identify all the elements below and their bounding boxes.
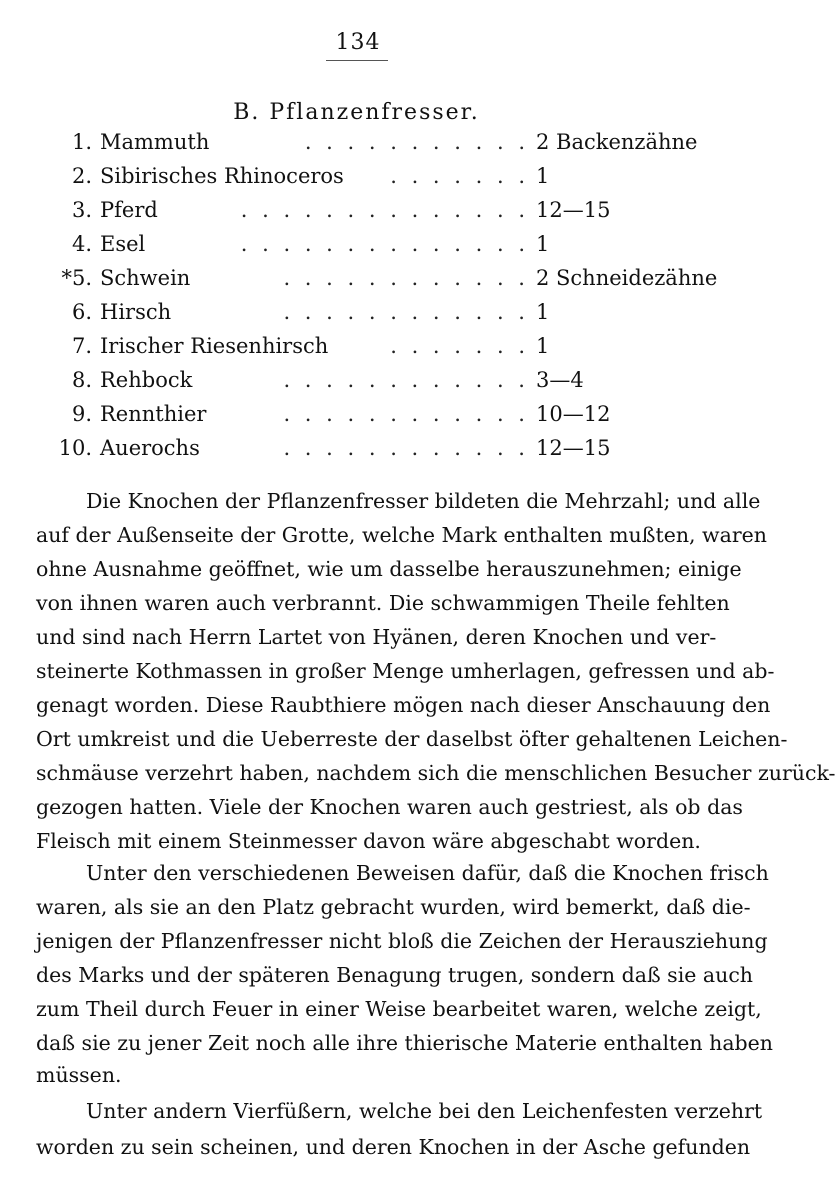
text-line: auf der Außenseite der Grotte, welche Mark enthalten mußten, waren	[36, 523, 767, 547]
text-line: daß sie zu jener Zeit noch alle ihre thierische Materie enthalten haben	[36, 1031, 774, 1055]
text-line: und sind nach Herrn Lartet von Hyänen, deren Knochen und ver-	[36, 625, 717, 649]
dot-leader: . . . . . . . . . . . .	[283, 300, 529, 324]
list-item-name: Sibirisches Rhinoceros	[100, 164, 344, 188]
list-item-name: Rehbock	[100, 368, 193, 392]
list-item-name: Esel	[100, 232, 146, 256]
text-line: worden zu sein scheinen, und deren Knochen in der Asche gefunden	[36, 1135, 751, 1159]
dot-leader: . . . . . . . . . . . .	[283, 402, 529, 426]
list-item-number: 2.	[71, 164, 92, 188]
list-item-number: 10.	[58, 436, 92, 460]
list-item-value: 12—15	[536, 436, 611, 460]
list-item-name: Schwein	[100, 266, 191, 290]
list-item-name: Mammuth	[100, 130, 210, 154]
list-item-value: 2 Schneidezähne	[536, 266, 718, 290]
text-line: von ihnen waren auch verbrannt. Die schwammigen Theile fehlten	[36, 591, 730, 615]
list-item-number: 1.	[71, 130, 92, 154]
list-item-value: 1	[536, 300, 550, 324]
text-line: steinerte Kothmassen in großer Menge umherlagen, gefressen und ab-	[36, 659, 775, 683]
list-item	[44, 330, 694, 363]
list-item-name: Auerochs	[100, 436, 200, 460]
text-line: müssen.	[36, 1063, 122, 1087]
page-number-rule	[326, 60, 388, 61]
list-item-name: Rennthier	[100, 402, 207, 426]
list-item-value: 12—15	[536, 198, 611, 222]
dot-leader: . . . . . . .	[390, 334, 529, 358]
dot-leader: . . . . . . . . . . . .	[283, 266, 529, 290]
list-item	[44, 126, 698, 159]
list-item-number: *5.	[61, 266, 92, 290]
text-line: waren, als sie an den Platz gebracht wurden, wird bemerkt, daß die-	[36, 895, 751, 919]
section-heading: B. Pflanzenfresser.	[233, 100, 480, 125]
list-item	[44, 398, 694, 431]
list-item	[44, 194, 694, 227]
list-item-number: 7.	[71, 334, 92, 358]
list-item-value: 2 Backenzähne	[536, 130, 698, 154]
text-line: Ort umkreist und die Ueberreste der daselbst öfter gehaltenen Leichen-	[36, 727, 788, 751]
list-item	[44, 262, 718, 295]
text-line: jenigen der Pflanzenfresser nicht bloß die Zeichen der Herausziehung	[36, 929, 768, 953]
text-line: zum Theil durch Feuer in einer Weise bearbeitet waren, welche zeigt,	[36, 997, 762, 1021]
list-item-number: 8.	[71, 368, 92, 392]
dot-leader: . . . . . . . . . . . .	[283, 436, 529, 460]
list-item-value: 1	[536, 164, 550, 188]
list-item-number: 3.	[71, 198, 92, 222]
list-item	[44, 364, 694, 397]
list-item-value: 1	[536, 232, 550, 256]
list-item-number: 4.	[71, 232, 92, 256]
text-line: genagt worden. Diese Raubthiere mögen nach dieser Anschauung den	[36, 693, 771, 717]
list-item	[44, 160, 694, 193]
dot-leader: . . . . . . .	[390, 164, 529, 188]
dot-leader: . . . . . . . . . . . . . .	[240, 232, 529, 256]
list-item	[44, 296, 694, 329]
list-item-value: 3—4	[536, 368, 584, 392]
dot-leader: . . . . . . . . . . .	[304, 130, 529, 154]
text-line: Unter den verschiedenen Beweisen dafür, daß die Knochen frisch	[86, 861, 769, 885]
text-line: Unter andern Vierfüßern, welche bei den Leichenfesten verzehrt	[86, 1099, 763, 1123]
list-item-number: 9.	[71, 402, 92, 426]
text-line: gezogen hatten. Viele der Knochen waren auch gestriest, als ob das	[36, 795, 743, 819]
dot-leader: . . . . . . . . . . . .	[283, 368, 529, 392]
text-line: ohne Ausnahme geöffnet, wie um dasselbe herauszunehmen; einige	[36, 557, 742, 581]
list-item-number: 6.	[71, 300, 92, 324]
list-item-value: 1	[536, 334, 550, 358]
text-line: schmäuse verzehrt haben, nachdem sich die menschlichen Besucher zurück-	[36, 761, 835, 785]
list-item-name: Pferd	[100, 198, 158, 222]
text-line: des Marks und der späteren Benagung trugen, sondern daß sie auch	[36, 963, 754, 987]
list-item	[44, 228, 694, 261]
page-number: 134	[335, 30, 381, 55]
text-line: Die Knochen der Pflanzenfresser bildeten die Mehrzahl; und alle	[86, 489, 761, 513]
list-item-name: Hirsch	[100, 300, 172, 324]
list-item-value: 10—12	[536, 402, 611, 426]
text-line: Fleisch mit einem Steinmesser davon wäre abgeschabt worden.	[36, 829, 701, 853]
dot-leader: . . . . . . . . . . . . . .	[240, 198, 529, 222]
list-item-name: Irischer Riesenhirsch	[100, 334, 329, 358]
list-item	[44, 432, 694, 465]
